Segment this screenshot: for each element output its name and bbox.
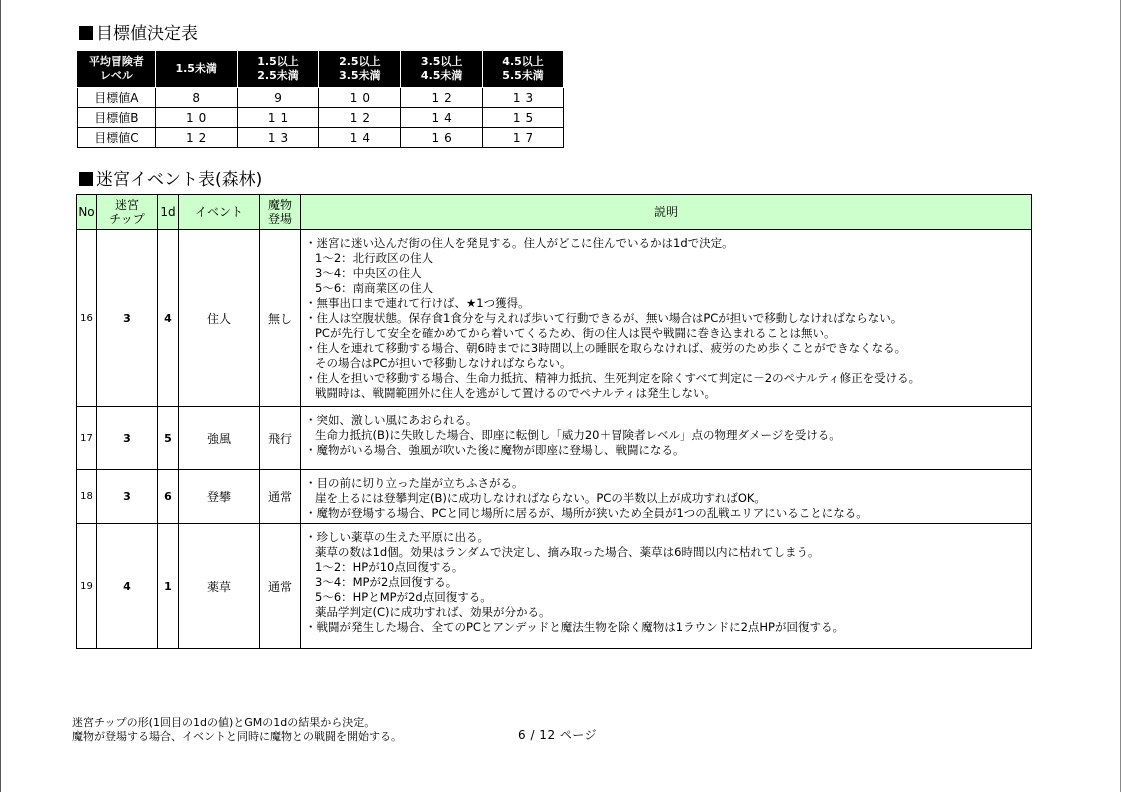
event-no: 19 xyxy=(77,524,97,649)
table-row xyxy=(78,128,564,148)
target-value-cell: 14 xyxy=(319,128,401,148)
event-1d: 1 xyxy=(158,524,179,649)
event-description xyxy=(301,524,1032,649)
description-line: ・住人は空腹状態。保存食1食分を与えれば歩いて行動できるが、無い場合はPCが担いで移動しなければならない。 xyxy=(305,311,903,325)
event-no: 16 xyxy=(77,230,97,407)
event-1d: 5 xyxy=(158,407,179,470)
target-value-cell: 15 xyxy=(483,108,564,128)
target-value-table xyxy=(77,50,564,148)
event-monster: 飛行 xyxy=(260,407,301,470)
event-no: 18 xyxy=(77,470,97,524)
event-table-body xyxy=(77,230,1032,649)
table-row xyxy=(77,230,1032,407)
description-line: ・住人を担いで移動する場合、生命力抵抗、精神力抵抗、生死判定を除くすべて判定に－2のペナルティ修正を受ける。 xyxy=(305,371,921,385)
target-value-cell: 10 xyxy=(155,108,237,128)
page-number: 6 / 12 ページ xyxy=(518,728,598,742)
description-line: 戦闘時は、戦闘範囲外に住人を逃がして置けるのでペナルティは発生しない。 xyxy=(315,386,717,400)
labyrinth-event-table xyxy=(76,194,1032,649)
event-description xyxy=(301,470,1032,524)
target-value-cell: 10 xyxy=(319,88,401,108)
target-value-cell: 12 xyxy=(155,128,237,148)
table-row xyxy=(78,88,564,108)
event-table-title: 迷宮イベント表(森林) xyxy=(96,170,263,190)
description-line: ・住人を連れて移動する場合、朝6時までに3時間以上の睡眠を取らなければ、疲労のため歩くことができなくなる。 xyxy=(305,341,907,355)
header-no: No xyxy=(77,195,97,230)
description-line: ・魔物が登場する場合、PCと同じ場所に居るが、場所が狭いため全員が1つの乱戦エリアにいることになる。 xyxy=(305,506,868,520)
description-line: 5～6：HPとMPが2d点回復する。 xyxy=(315,590,492,604)
description-line: ・戦闘が発生した場合、全てのPCとアンデッドと魔法生物を除く魔物は1ラウンドに2点HPが回復する。 xyxy=(305,620,844,634)
target-table-heading xyxy=(79,24,198,44)
description-line: ・無事出口まで連れて行けば、★1つ獲得。 xyxy=(305,296,530,310)
event-name: 薬草 xyxy=(179,524,260,649)
description-line: ・魔物がいる場合、強風が吹いた後に魔物が即座に登場し、戦闘になる。 xyxy=(305,443,685,457)
table-row xyxy=(77,470,1032,524)
target-value-cell: 14 xyxy=(401,108,483,128)
header-level: 平均冒険者 レベル xyxy=(78,51,156,88)
event-monster: 通常 xyxy=(260,470,301,524)
target-value-cell: 17 xyxy=(483,128,564,148)
table-row xyxy=(77,524,1032,649)
description-line: 1～2：HPが10点回復する。 xyxy=(315,560,464,574)
description-line: 5～6：南商業区の住人 xyxy=(315,281,434,295)
description-line: 薬草の数は1d個。効果はランダムで決定し、摘み取った場合、薬草は6時間以内に枯れてしまう。 xyxy=(315,545,820,559)
header-chip: 迷宮 チップ xyxy=(97,195,158,230)
target-table-header-row xyxy=(78,51,564,88)
target-value-cell: 16 xyxy=(401,128,483,148)
footnote-line: 迷宮チップの形(1回目の1dの値)とGMの1dの結果から決定。 xyxy=(72,716,376,729)
header-level-range: 1.5以上 2.5未満 xyxy=(237,51,319,88)
target-value-cell: 8 xyxy=(155,88,237,108)
header-level-range: 3.5以上 4.5未満 xyxy=(401,51,483,88)
row-label: 目標値B xyxy=(78,108,156,128)
footnote-line: 魔物が登場する場合、イベントと同時に魔物との戦闘を開始する。 xyxy=(72,730,402,743)
target-table-title: 目標値決定表 xyxy=(96,24,198,44)
event-description xyxy=(301,230,1032,407)
description-line: ・迷宮に迷い込んだ街の住人を発見する。住人がどこに住んでいるかは1dで決定。 xyxy=(305,236,734,250)
description-line: 崖を上るには登攀判定(B)に成功しなければならない。PCの半数以上が成功すればOK。 xyxy=(315,491,766,505)
header-level-range: 2.5以上 3.5未満 xyxy=(319,51,401,88)
target-value-cell: 9 xyxy=(237,88,319,108)
header-description: 説明 xyxy=(301,195,1032,230)
description-line: 3～4：中央区の住人 xyxy=(315,266,422,280)
description-line: 3～4：MPが2点回復する。 xyxy=(315,575,458,589)
event-chip: 4 xyxy=(97,524,158,649)
event-chip: 3 xyxy=(97,407,158,470)
header-event: イベント xyxy=(179,195,260,230)
page-left-edge xyxy=(0,0,1,792)
target-value-cell: 13 xyxy=(237,128,319,148)
event-chip: 3 xyxy=(97,230,158,407)
event-name: 登攀 xyxy=(179,470,260,524)
event-monster: 無し xyxy=(260,230,301,407)
event-name: 強風 xyxy=(179,407,260,470)
target-value-cell: 13 xyxy=(483,88,564,108)
target-value-cell: 11 xyxy=(237,108,319,128)
description-line: 生命力抵抗(B)に失敗した場合、即座に転倒し「威力20＋冒険者レベル」点の物理ダメージを受ける。 xyxy=(315,428,841,442)
description-line: PCが先行して安全を確かめてから着いてくるため、街の住人は罠や戦闘に巻き込まれることは無い。 xyxy=(315,326,836,340)
event-description xyxy=(301,407,1032,470)
footnote xyxy=(72,716,402,744)
target-value-cell: 12 xyxy=(401,88,483,108)
event-chip: 3 xyxy=(97,470,158,524)
event-table-header-row xyxy=(77,195,1032,230)
header-level-range: 4.5以上 5.5未満 xyxy=(483,51,564,88)
header-1d: 1d xyxy=(158,195,179,230)
table-row xyxy=(77,407,1032,470)
description-line: 1～2：北行政区の住人 xyxy=(315,251,434,265)
table-row xyxy=(78,108,564,128)
header-level-range: 1.5未満 xyxy=(155,51,237,88)
event-monster: 通常 xyxy=(260,524,301,649)
square-bullet-icon xyxy=(79,26,93,40)
square-bullet-icon xyxy=(79,172,93,186)
event-no: 17 xyxy=(77,407,97,470)
event-1d: 4 xyxy=(158,230,179,407)
target-table-body xyxy=(78,88,564,148)
event-name: 住人 xyxy=(179,230,260,407)
event-1d: 6 xyxy=(158,470,179,524)
event-table-heading xyxy=(79,170,262,190)
description-line: ・突如、激しい風にあおられる。 xyxy=(305,413,478,427)
row-label: 目標値A xyxy=(78,88,156,108)
description-line: その場合はPCが担いで移動しなければならない。 xyxy=(315,356,572,370)
description-line: 薬品学判定(C)に成功すれば、効果が分かる。 xyxy=(315,605,551,619)
description-line: ・目の前に切り立った崖が立ちふさがる。 xyxy=(305,476,524,490)
target-value-cell: 12 xyxy=(319,108,401,128)
row-label: 目標値C xyxy=(78,128,156,148)
description-line: ・珍しい薬草の生えた平原に出る。 xyxy=(305,530,489,544)
header-monster: 魔物 登場 xyxy=(260,195,301,230)
